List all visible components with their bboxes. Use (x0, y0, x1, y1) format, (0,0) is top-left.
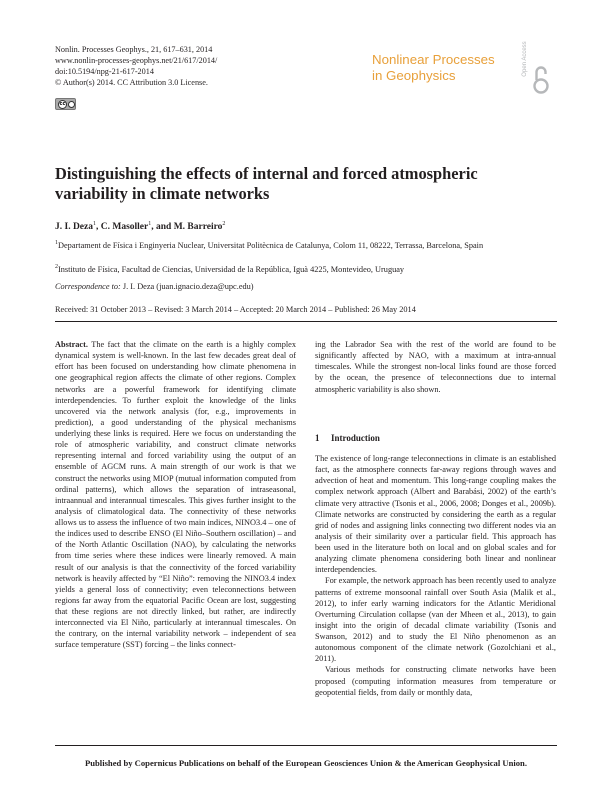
journal-name-line2: in Geophysics (372, 67, 456, 83)
paragraph: For example, the network approach has been recently used to analyze patterns of extreme monsoonal rainfall over South Asia (Malik et al., 2012), to infer early warning indicators for the Atlantic Meridional Overturning Circulation collapse (van der Mheen et al., 2013), to gain insight into the origin of decadal climate variability (Tsonis and Swanson, 2012) and to study the El Niño phenomenon as an autonomous component of the climate network (Gozolchiani et al., 2011). (315, 576, 556, 664)
footer-divider (55, 745, 557, 746)
article-title: Distinguishing the effects of internal and forced atmospheric variability in climate networks (55, 164, 478, 203)
affiliation (55, 262, 555, 275)
correspondence-email-link[interactable]: J. I. Deza (juan.ignacio.deza@upc.edu) (122, 282, 254, 291)
paragraph: Various methods for constructing climate networks have been proposed (computing information measures from temperature or geopotential fields, from daily or monthly data, (315, 665, 556, 697)
journal-name-line1: Nonlinear Processes (372, 52, 495, 67)
doi-link[interactable]: doi:10.5194/npg-21-617-2014 (55, 66, 154, 76)
author-affiliation-mark: 1 (148, 221, 152, 227)
article-url-link[interactable]: www.nonlin-processes-geophys.net/21/617/2014/ (55, 55, 218, 65)
abstract-label: Abstract. (55, 340, 88, 349)
citation-line: Nonlin. Processes Geophys., 21, 617–631, 2014 (55, 45, 213, 54)
author-affiliation-mark: 2 (222, 221, 226, 227)
author-name: J. I. Deza (55, 222, 93, 233)
author-affiliation-mark: 1 (93, 221, 96, 227)
correspondence (55, 282, 254, 291)
author-name: M. Barreiro (173, 222, 223, 233)
journal-logo[interactable] (372, 52, 495, 83)
author-separator: , (96, 222, 101, 233)
citation-block (55, 45, 315, 89)
publisher-footer: Published by Copernicus Publications on behalf of the European Geosciences Union & the American Geophysical Union. (85, 758, 527, 768)
section-heading-introduction (315, 433, 380, 443)
abstract-continued (315, 339, 556, 395)
author-name: C. Masoller (100, 222, 149, 233)
attribution-person-icon (68, 101, 75, 108)
open-access-label: Open Access (522, 41, 528, 77)
affiliation-number: 2 (55, 264, 58, 270)
affiliation-text: Departament de Física i Enginyeria Nuclear, Universitat Politècnica de Catalunya, Colom 11, 08222, Terrassa, Barcelona, Spain (58, 240, 484, 250)
copyright-line: © Author(s) 2014. CC Attribution 3.0 License. (55, 77, 208, 87)
creative-commons-icon (55, 98, 76, 110)
affiliation (55, 238, 555, 251)
affiliation-text: Instituto de Física, Facultad de Ciencias, Universidad de la República, Iguà 4225, Montevideo, Uruguay (58, 264, 405, 274)
abstract-continued-text: ing the Labrador Sea with the rest of the world are found to be significantly affected by NAO, with a maximum at intra-annual timescales. While the strongest non-local links found are those forced by the ocean, the presence of teleconnections due to internal atmospheric variability is also shown. (315, 340, 556, 394)
abstract-text: The fact that the climate on the earth is a highly complex dynamical system is well-known. In the last few decades great deal of effort has been focused on understanding how climate phenomena in one geographical region affects the climate of other regions. Complex networks are a powerful framework for identifying climate interdependencies. To further exploit the knowledge of the links uncovered via the network analysis (for, e.g., improvements in prediction), a good understanding of the physical mechanisms underlying these links is required. Here we focus on understanding the role of atmospheric variability, and construct climate networks representing internal and forced variability using the output of an ensemble of AGCM runs. A main strength of our work is that we construct the networks using MIOP (mutual information computed from ordinal patterns), which allows the separation of intraseasonal, intraannual and interannual timescales. This gives further insight to the analysis of climatological data. The connectivity of these networks allows us to assess the influence of two main indices, NINO3.4 – one of the indices used to describe ENSO (El Niño–Southern oscillation) – and of the North Atlantic Oscillation (NAO), by calculating the networks from time series where these indices were linearly removed. A main result of our analysis is that the connectivity of the forced variability network is heavily affected by “El Niño”: removing the NINO3.4 index yields a general loss of connectivity; even teleconnections between regions far away from the equatorial Pacific Ocean are lost, suggesting that these regions are not directly linked, but rather, are indirectly interconnected via El Niño, particularly at interannual timescales. On the contrary, on the internal variability network – independent of sea surface temperature (SST) forcing – the links connect- (55, 340, 296, 650)
author-separator: , and (151, 222, 174, 233)
abstract-column (55, 339, 296, 651)
author-list (55, 221, 225, 232)
publication-dates: Received: 31 October 2013 – Revised: 3 March 2014 – Accepted: 20 March 2014 – Published: 26 May 2014 (55, 305, 416, 314)
introduction-body (315, 453, 556, 698)
affiliation-number: 1 (55, 240, 58, 246)
correspondence-label: Correspondence to: (55, 282, 121, 291)
cc-glyph: cc (59, 100, 66, 107)
section-number: 1 (315, 433, 320, 443)
divider (55, 321, 557, 322)
open-access-icon (527, 36, 555, 98)
cc-license-badge[interactable] (55, 98, 76, 110)
section-title: Introduction (331, 433, 380, 443)
paragraph: The existence of long-range teleconnections in climate is an established fact, as the atmosphere connects far-away regions through waves and advection of heat and momentum. This long-range coupling makes the complex network approach (Albert and Barabási, 2002) of the earth’s climate very attractive (Tsonis et al., 2006, 2008; Donges et al., 2009b). Climate networks are constructed by considering the earth as a regular grid of nodes and assigning links connecting two different nodes via an analysis of their similarity over a particular field. This approach has been used in the literature both on local and on global scales and for analyzing climate phenomena considering both linear and nonlinear interdependencies. (315, 454, 556, 575)
